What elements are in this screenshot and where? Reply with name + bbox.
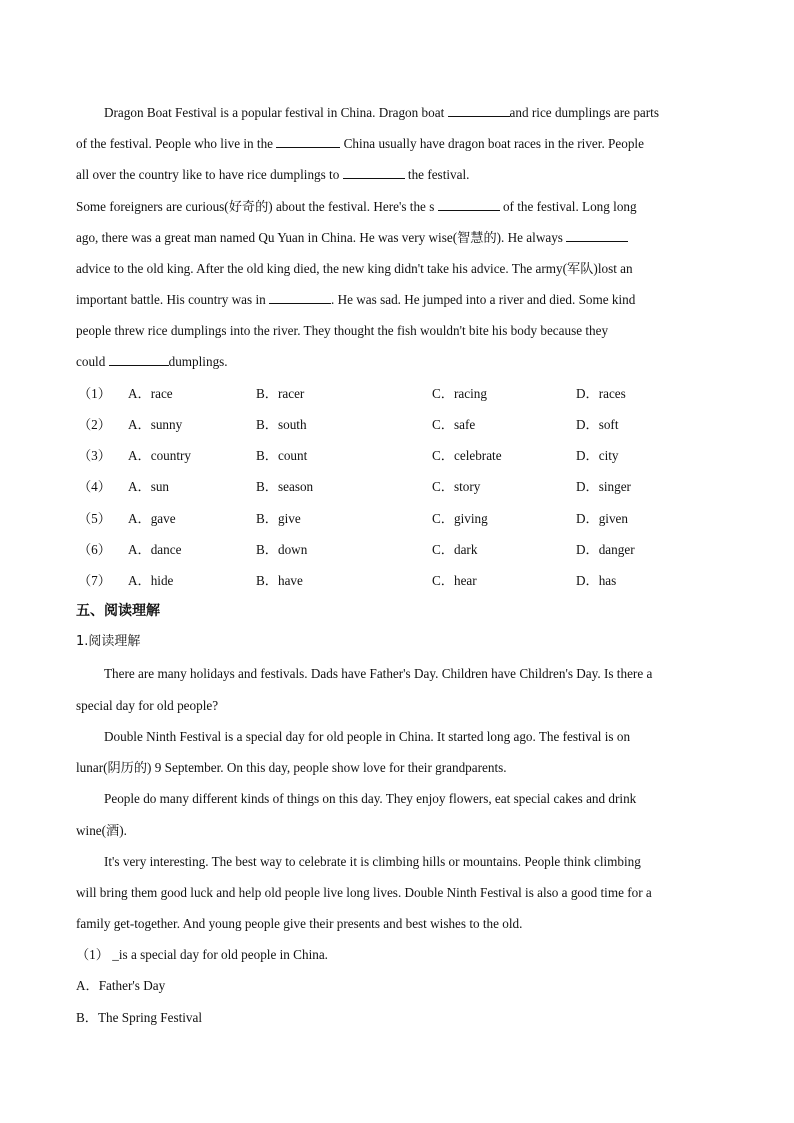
option-row-7 (76, 573, 716, 589)
answer-blank-5 (566, 230, 628, 242)
option-c: C．hear (432, 573, 477, 588)
option-d: D．danger (576, 542, 635, 557)
passage1-line-4: Some foreigners are curious(好奇的) about the festival. Here's the s of the festival. Long long (76, 199, 637, 214)
sub-title: 1.阅读理解 (76, 634, 141, 649)
option-row-1 (76, 386, 716, 402)
answer-blank-1 (448, 105, 510, 117)
option-b: B．racer (256, 386, 305, 401)
option-a: A．gave (128, 511, 176, 526)
question-1-option-a: A．Father's Day (76, 978, 166, 993)
option-c: C．safe (432, 417, 476, 432)
answer-blank-4 (438, 199, 500, 211)
section-title: 五、阅读理解 (76, 603, 160, 619)
question-1-stem: （1） _is a special day for old people in China. (76, 947, 328, 962)
question-number: （4） (78, 479, 111, 494)
answer-blank-6 (269, 292, 331, 304)
question-number: （3） (78, 448, 111, 463)
option-row-2 (76, 417, 716, 433)
option-d: D．races (576, 386, 626, 401)
option-c: C．celebrate (432, 448, 502, 463)
passage2-line-2: special day for old people? (76, 698, 219, 713)
passage1-line-5: ago, there was a great man named Qu Yuan in China. He was very wise(智慧的). He always (76, 230, 628, 246)
passage1-line-7: important battle. His country was in . He was sad. He jumped into a river and died. Some kind (76, 292, 636, 307)
option-b: B．season (256, 479, 314, 494)
option-a: A．race (128, 386, 173, 401)
option-row-4 (76, 479, 716, 495)
passage2-line-4: lunar(阴历的) 9 September. On this day, people show love for their grandparents. (76, 760, 507, 775)
passage2-line-8: will bring them good luck and help old people live long lives. Double Ninth Festival is also a good time for a (76, 885, 652, 900)
passage1-line-8: people threw rice dumplings into the river. They thought the fish wouldn't bite his body because they (76, 323, 609, 338)
question-number: （2） (78, 417, 111, 432)
question-number: （6） (78, 542, 111, 557)
option-b: B．count (256, 448, 308, 463)
option-a: A．sunny (128, 417, 183, 432)
option-d: D．city (576, 448, 619, 463)
passage2-line-1: There are many holidays and festivals. Dads have Father's Day. Children have Children's Day. Is there a (104, 666, 653, 681)
question-number: （5） (78, 511, 111, 526)
passage2-line-6: wine(酒). (76, 823, 127, 838)
question-number: （7） (78, 573, 111, 588)
option-a: A．dance (128, 542, 182, 557)
passage2-line-9: family get-together. And young people give their presents and best wishes to the old. (76, 916, 523, 931)
option-row-6 (76, 542, 716, 558)
passage2-line-3: Double Ninth Festival is a special day for old people in China. It started long ago. The festival is on (104, 729, 631, 744)
passage1-line-9: could dumplings. (76, 354, 228, 369)
answer-blank-7 (109, 354, 169, 366)
option-c: C．story (432, 479, 481, 494)
passage1-line-3: all over the country like to have rice dumplings to the festival. (76, 167, 470, 182)
passage1-line-2: of the festival. People who live in the China usually have dragon boat races in the river. People (76, 136, 644, 151)
option-d: D．singer (576, 479, 631, 494)
option-row-3 (76, 448, 716, 464)
option-b: B．give (256, 511, 301, 526)
option-d: D．soft (576, 417, 619, 432)
option-b: B．down (256, 542, 308, 557)
option-a: A．sun (128, 479, 170, 494)
answer-blank-2 (276, 136, 340, 148)
passage1-line-1: Dragon Boat Festival is a popular festival in China. Dragon boat and rice dumplings are parts (104, 105, 659, 120)
question-1-option-b: B．The Spring Festival (76, 1010, 203, 1025)
option-b: B．have (256, 573, 303, 588)
option-row-5 (76, 511, 716, 527)
option-c: C．dark (432, 542, 478, 557)
option-a: A．country (128, 448, 191, 463)
option-d: D．has (576, 573, 617, 588)
passage2-line-7: It's very interesting. The best way to celebrate it is climbing hills or mountains. People think climbing (104, 854, 641, 869)
option-c: C．giving (432, 511, 488, 526)
question-number: （1） (78, 386, 111, 401)
option-b: B．south (256, 417, 307, 432)
passage2-line-5: People do many different kinds of things on this day. They enjoy flowers, eat special cakes and drink (104, 791, 637, 806)
option-d: D．given (576, 511, 629, 526)
option-c: C．racing (432, 386, 487, 401)
passage1-line-6: advice to the old king. After the old king died, the new king didn't take his advice. The army(军队)lost an (76, 261, 633, 276)
option-a: A．hide (128, 573, 174, 588)
answer-blank-3 (343, 167, 405, 179)
